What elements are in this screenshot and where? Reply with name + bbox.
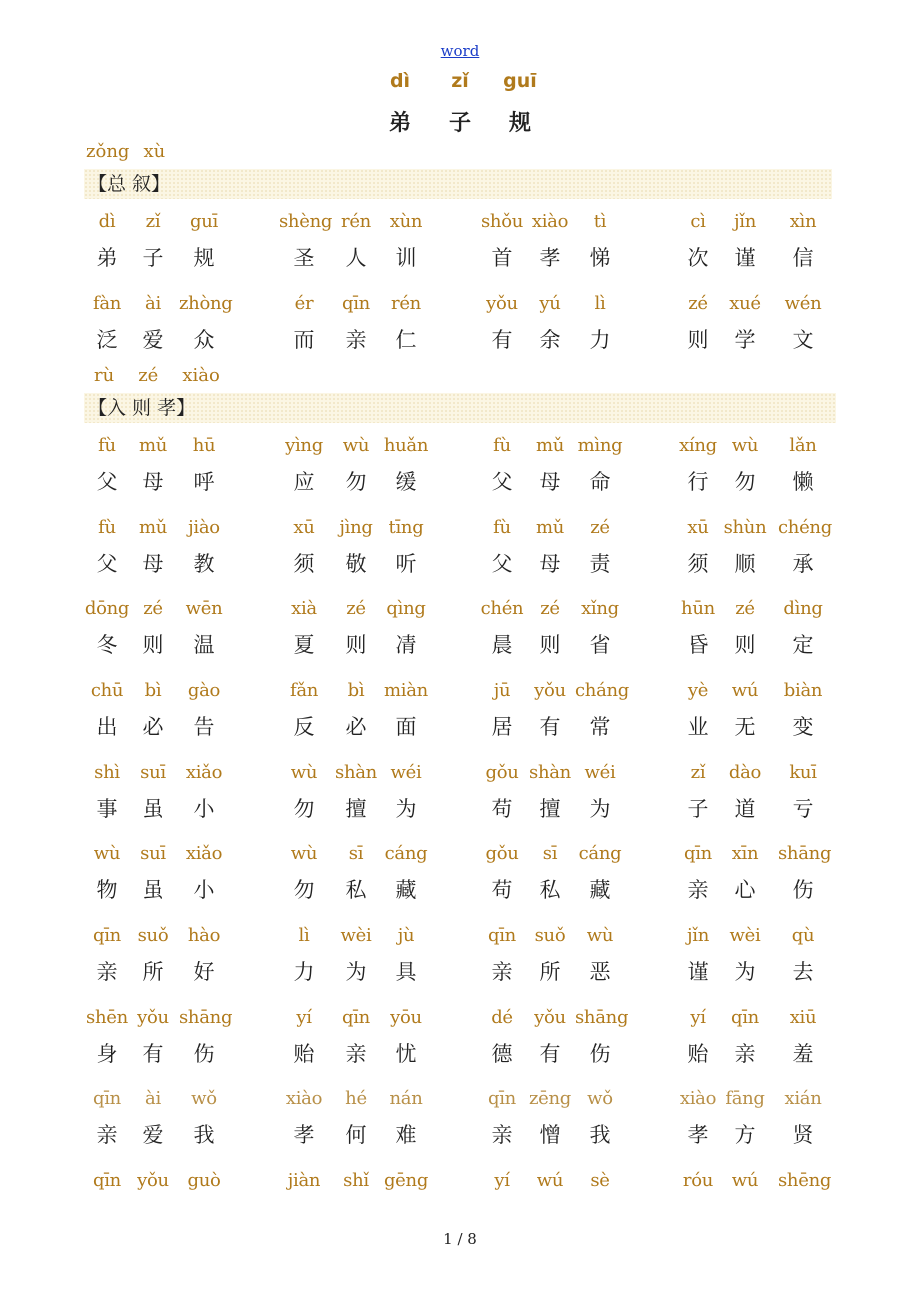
verse-pinyin: dōng [84, 598, 130, 619]
verse-hanzi: 私 [539, 878, 561, 902]
verse-pinyin: mìng [577, 435, 623, 456]
verse-hanzi: 责 [589, 552, 611, 576]
section-pinyin-word: xiào [182, 365, 220, 386]
verse-hanzi: 难 [395, 1123, 417, 1147]
verse-pinyin: dé [491, 1007, 513, 1028]
verse-hanzi: 父 [96, 470, 118, 494]
verse-pinyin: fù [493, 435, 511, 456]
verse-hanzi: 则 [142, 633, 164, 657]
verse-pinyin: yí [494, 1170, 510, 1191]
word-link[interactable]: word [440, 42, 480, 60]
verse-pinyin: guī [190, 211, 218, 232]
verse-pinyin: shùn [723, 517, 767, 538]
verse-pinyin: jǐn [686, 925, 710, 946]
verse-pinyin: qīn [93, 1088, 121, 1109]
verse-hanzi: 定 [792, 633, 814, 657]
verse-hanzi: 孝 [539, 246, 561, 270]
verse-hanzi: 为 [395, 797, 417, 821]
verse-hanzi: 父 [491, 470, 513, 494]
verse-pinyin: nán [389, 1088, 423, 1109]
verse-hanzi: 顺 [734, 552, 756, 576]
verse-hanzi: 冬 [96, 633, 118, 657]
verse-hanzi: 为 [589, 797, 611, 821]
verse-hanzi: 亲 [734, 1042, 756, 1066]
verse-pinyin: fù [98, 517, 116, 538]
verse-hanzi: 方 [734, 1123, 756, 1147]
verse-hanzi: 物 [96, 878, 118, 902]
verse-pinyin: wén [784, 293, 822, 314]
verse-hanzi: 子 [687, 797, 709, 821]
verse-pinyin: wù [342, 435, 370, 456]
verse-pinyin: ài [145, 293, 161, 314]
verse-pinyin: zé [688, 293, 708, 314]
verse-hanzi: 告 [193, 715, 215, 739]
verse-hanzi: 训 [395, 246, 417, 270]
section-pinyin-word: xù [143, 141, 166, 162]
verse-hanzi: 须 [687, 552, 709, 576]
verse-pinyin: wú [536, 1170, 564, 1191]
verse-hanzi: 孝 [293, 1123, 315, 1147]
verse-pinyin: suī [140, 762, 166, 783]
verse-pinyin: xiào [679, 1088, 717, 1109]
verse-hanzi: 圣 [293, 246, 315, 270]
verse-pinyin: fàn [92, 293, 122, 314]
verse-pinyin: shāng [575, 1007, 629, 1028]
verse-pinyin: xiū [789, 1007, 817, 1028]
verse-pinyin: hūn [681, 598, 715, 619]
verse-hanzi: 无 [734, 715, 756, 739]
verse-hanzi: 所 [142, 960, 164, 984]
verse-hanzi: 居 [491, 715, 513, 739]
verse-hanzi: 省 [589, 633, 611, 657]
verse-pinyin: yǒu [137, 1007, 169, 1028]
verse-pinyin: xià [291, 598, 317, 619]
verse-hanzi: 变 [792, 715, 814, 739]
verse-pinyin: rén [341, 211, 371, 232]
verse-pinyin: qīn [488, 925, 516, 946]
verse-pinyin: róu [682, 1170, 714, 1191]
verse-hanzi: 伤 [792, 878, 814, 902]
verse-pinyin: cì [690, 211, 706, 232]
verse-pinyin: shèng [279, 211, 333, 232]
verse-pinyin: wù [586, 925, 614, 946]
verse-hanzi: 母 [539, 470, 561, 494]
verse-hanzi: 懒 [792, 470, 814, 494]
verse-pinyin: shēn [86, 1007, 128, 1028]
verse-pinyin: tì [593, 211, 607, 232]
verse-pinyin: xiào [285, 1088, 323, 1109]
verse-pinyin: qīn [731, 1007, 759, 1028]
verse-pinyin: gēng [383, 1170, 429, 1191]
verse-pinyin: yǒu [534, 680, 566, 701]
verse-hanzi: 父 [491, 552, 513, 576]
verse-hanzi: 力 [293, 960, 315, 984]
verse-pinyin: xiǎo [185, 762, 223, 783]
verse-pinyin: xū [293, 517, 315, 538]
verse-hanzi: 反 [293, 715, 315, 739]
verse-hanzi: 小 [193, 797, 215, 821]
verse-hanzi: 德 [491, 1042, 513, 1066]
verse-hanzi: 常 [589, 715, 611, 739]
verse-hanzi: 为 [345, 960, 367, 984]
verse-pinyin: xū [687, 517, 709, 538]
verse-hanzi: 母 [142, 470, 164, 494]
verse-pinyin: shàn [529, 762, 571, 783]
verse-hanzi: 亲 [491, 1123, 513, 1147]
verse-pinyin: zé [540, 598, 560, 619]
verse-pinyin: lǎn [789, 435, 817, 456]
verse-pinyin: suī [140, 843, 166, 864]
verse-pinyin: qīn [93, 1170, 121, 1191]
verse-pinyin: gào [187, 680, 221, 701]
verse-hanzi: 私 [345, 878, 367, 902]
verse-pinyin: suǒ [137, 925, 169, 946]
verse-pinyin: huǎn [383, 435, 429, 456]
verse-hanzi: 虽 [142, 878, 164, 902]
verse-hanzi: 身 [96, 1042, 118, 1066]
verse-pinyin: yí [690, 1007, 706, 1028]
verse-pinyin: guò [187, 1170, 221, 1191]
verse-pinyin: zǐ [690, 762, 706, 783]
verse-pinyin: wù [290, 843, 318, 864]
verse-pinyin: wéi [584, 762, 616, 783]
verse-hanzi: 具 [395, 960, 417, 984]
verse-pinyin: jù [397, 925, 415, 946]
verse-hanzi: 藏 [589, 878, 611, 902]
verse-hanzi: 必 [345, 715, 367, 739]
title-hanzi-1: 弟 [388, 111, 411, 136]
verse-hanzi: 次 [687, 246, 709, 270]
verse-pinyin: zé [346, 598, 366, 619]
verse-pinyin: yè [687, 680, 709, 701]
verse-pinyin: qīn [342, 293, 370, 314]
verse-hanzi: 余 [539, 328, 561, 352]
verse-hanzi: 忧 [395, 1042, 417, 1066]
verse-pinyin: yǒu [486, 293, 518, 314]
verse-pinyin: xiào [531, 211, 569, 232]
verse-hanzi: 憎 [539, 1123, 561, 1147]
verse-pinyin: xīn [731, 843, 759, 864]
verse-pinyin: xùn [389, 211, 423, 232]
verse-pinyin: dìng [783, 598, 823, 619]
verse-hanzi: 苟 [491, 878, 513, 902]
verse-pinyin: wù [93, 843, 121, 864]
verse-pinyin: fāng [725, 1088, 765, 1109]
verse-pinyin: lì [298, 925, 310, 946]
verse-hanzi: 虽 [142, 797, 164, 821]
verse-hanzi: 业 [687, 715, 709, 739]
verse-pinyin: wǒ [587, 1088, 613, 1109]
verse-hanzi: 好 [193, 960, 215, 984]
verse-hanzi: 谨 [687, 960, 709, 984]
verse-pinyin: yú [539, 293, 561, 314]
verse-hanzi: 擅 [539, 797, 561, 821]
section-pinyin-word: zǒng [86, 141, 130, 162]
verse-hanzi: 则 [687, 328, 709, 352]
verse-pinyin: xiǎo [185, 843, 223, 864]
verse-hanzi: 小 [193, 878, 215, 902]
verse-pinyin: xué [729, 293, 761, 314]
verse-pinyin: cháng [575, 680, 630, 701]
verse-pinyin: shēng [778, 1170, 832, 1191]
section-pinyin-word: rù [94, 365, 115, 386]
verse-pinyin: wù [290, 762, 318, 783]
verse-hanzi: 泛 [96, 328, 118, 352]
verse-pinyin: jǐn [733, 211, 757, 232]
verse-hanzi: 则 [539, 633, 561, 657]
title-hanzi-2: 子 [448, 111, 471, 136]
verse-pinyin: fǎn [289, 680, 319, 701]
verse-pinyin: chén [480, 598, 524, 619]
verse-pinyin: wú [731, 1170, 759, 1191]
verse-hanzi: 命 [589, 470, 611, 494]
verse-hanzi: 凊 [395, 633, 417, 657]
verse-pinyin: dào [728, 762, 762, 783]
verse-pinyin: fù [493, 517, 511, 538]
verse-hanzi: 弟 [96, 246, 118, 270]
verse-hanzi: 母 [142, 552, 164, 576]
verse-pinyin: wǒ [191, 1088, 217, 1109]
verse-hanzi: 贤 [792, 1123, 814, 1147]
verse-pinyin: jiàn [287, 1170, 321, 1191]
title-pinyin-1: dì [389, 70, 411, 92]
verse-hanzi: 伤 [589, 1042, 611, 1066]
verse-pinyin: hào [187, 925, 221, 946]
verse-pinyin: qīn [684, 843, 712, 864]
verse-pinyin: kuī [789, 762, 817, 783]
verse-hanzi: 学 [734, 328, 756, 352]
verse-hanzi: 必 [142, 715, 164, 739]
verse-hanzi: 承 [792, 552, 814, 576]
verse-pinyin: yǒu [137, 1170, 169, 1191]
verse-pinyin: yìng [285, 435, 323, 456]
verse-hanzi: 则 [345, 633, 367, 657]
verse-hanzi: 听 [395, 552, 417, 576]
verse-hanzi: 应 [293, 470, 315, 494]
verse-hanzi: 文 [792, 328, 814, 352]
verse-pinyin: mǔ [138, 517, 168, 538]
verse-hanzi: 道 [734, 797, 756, 821]
verse-hanzi: 母 [539, 552, 561, 576]
verse-pinyin: zé [590, 517, 610, 538]
verse-pinyin: mǔ [535, 435, 565, 456]
verse-pinyin: yōu [390, 1007, 422, 1028]
verse-pinyin: shāng [778, 843, 832, 864]
verse-hanzi: 晨 [491, 633, 513, 657]
verse-pinyin: wú [731, 680, 759, 701]
verse-pinyin: chéng [778, 517, 832, 538]
verse-pinyin: dì [98, 211, 116, 232]
verse-hanzi: 勿 [734, 470, 756, 494]
verse-pinyin: bì [144, 680, 162, 701]
verse-pinyin: hū [192, 435, 216, 456]
verse-hanzi: 爱 [142, 328, 164, 352]
verse-pinyin: lì [594, 293, 606, 314]
verse-hanzi: 有 [539, 715, 561, 739]
verse-hanzi: 而 [293, 328, 315, 352]
verse-hanzi: 亏 [792, 797, 814, 821]
verse-pinyin: zé [735, 598, 755, 619]
verse-pinyin: shì [94, 762, 120, 783]
verse-pinyin: shǒu [480, 211, 524, 232]
verse-hanzi: 温 [193, 633, 215, 657]
verse-hanzi: 规 [193, 246, 215, 270]
section-heading-ruzexiao: 【入 则 孝】 [84, 393, 836, 423]
verse-pinyin: fù [98, 435, 116, 456]
verse-hanzi: 伤 [193, 1042, 215, 1066]
verse-pinyin: chū [90, 680, 124, 701]
verse-pinyin: gǒu [485, 762, 519, 783]
page-number: 1 / 8 [443, 1230, 477, 1248]
verse-pinyin: xián [784, 1088, 822, 1109]
verse-hanzi: 则 [734, 633, 756, 657]
verse-hanzi: 亲 [96, 960, 118, 984]
verse-hanzi: 我 [193, 1123, 215, 1147]
verse-hanzi: 呼 [193, 470, 215, 494]
verse-pinyin: qīn [488, 1088, 516, 1109]
verse-pinyin: ài [145, 1088, 161, 1109]
verse-hanzi: 亲 [345, 328, 367, 352]
verse-pinyin: miàn [384, 680, 428, 701]
verse-pinyin: sè [590, 1170, 610, 1191]
verse-hanzi: 勿 [293, 797, 315, 821]
verse-hanzi: 孝 [687, 1123, 709, 1147]
verse-hanzi: 须 [293, 552, 315, 576]
verse-hanzi: 子 [142, 246, 164, 270]
verse-hanzi: 亲 [491, 960, 513, 984]
verse-pinyin: shāng [179, 1007, 233, 1028]
verse-pinyin: rén [391, 293, 421, 314]
title-pinyin-3: guī [503, 70, 537, 92]
verse-hanzi: 仁 [395, 328, 417, 352]
verse-pinyin: tīng [388, 517, 424, 538]
verse-hanzi: 事 [96, 797, 118, 821]
verse-hanzi: 心 [734, 878, 756, 902]
verse-pinyin: gǒu [485, 843, 519, 864]
verse-pinyin: jiào [188, 517, 220, 538]
verse-hanzi: 敬 [345, 552, 367, 576]
verse-pinyin: wù [731, 435, 759, 456]
verse-hanzi: 勿 [345, 470, 367, 494]
verse-pinyin: biàn [783, 680, 823, 701]
verse-hanzi: 昏 [687, 633, 709, 657]
verse-pinyin: jū [493, 680, 511, 701]
verse-pinyin: xíng [679, 435, 717, 456]
verse-pinyin: qù [791, 925, 815, 946]
title-pinyin-2: zǐ [451, 70, 469, 92]
verse-hanzi: 所 [539, 960, 561, 984]
verse-pinyin: yí [296, 1007, 312, 1028]
verse-hanzi: 亲 [96, 1123, 118, 1147]
verse-hanzi: 勿 [293, 878, 315, 902]
verse-hanzi: 首 [491, 246, 513, 270]
verse-hanzi: 父 [96, 552, 118, 576]
verse-hanzi: 谨 [734, 246, 756, 270]
verse-pinyin: ér [294, 293, 314, 314]
verse-hanzi: 有 [491, 328, 513, 352]
verse-pinyin: cáng [384, 843, 428, 864]
verse-hanzi: 出 [96, 715, 118, 739]
verse-pinyin: xǐng [581, 598, 619, 619]
verse-pinyin: qīn [342, 1007, 370, 1028]
verse-pinyin: wēn [185, 598, 223, 619]
verse-pinyin: jìng [339, 517, 373, 538]
verse-hanzi: 悌 [589, 246, 611, 270]
verse-pinyin: zēng [528, 1088, 572, 1109]
verse-pinyin: bì [347, 680, 365, 701]
verse-pinyin: wèi [729, 925, 761, 946]
verse-hanzi: 有 [142, 1042, 164, 1066]
verse-hanzi: 行 [687, 470, 709, 494]
section-pinyin-word: zé [138, 365, 159, 386]
verse-pinyin: zǐ [145, 211, 161, 232]
section-heading-zongxu: 【总 叙】 [84, 169, 832, 199]
verse-hanzi: 信 [792, 246, 814, 270]
verse-pinyin: cáng [578, 843, 622, 864]
verse-hanzi: 力 [589, 328, 611, 352]
verse-pinyin: xìn [789, 211, 817, 232]
title-hanzi-3: 规 [508, 111, 531, 136]
verse-hanzi: 众 [193, 328, 215, 352]
verse-hanzi: 去 [792, 960, 814, 984]
verse-pinyin: sī [348, 843, 364, 864]
verse-pinyin: shàn [335, 762, 377, 783]
verse-hanzi: 人 [345, 246, 367, 270]
verse-hanzi: 亲 [345, 1042, 367, 1066]
verse-pinyin: zé [143, 598, 163, 619]
verse-hanzi: 苟 [491, 797, 513, 821]
verse-hanzi: 何 [345, 1123, 367, 1147]
verse-pinyin: hé [345, 1088, 367, 1109]
verse-pinyin: wèi [340, 925, 372, 946]
verse-hanzi: 教 [193, 552, 215, 576]
verse-pinyin: suǒ [534, 925, 566, 946]
verse-pinyin: yǒu [534, 1007, 566, 1028]
verse-hanzi: 藏 [395, 878, 417, 902]
verse-hanzi: 羞 [792, 1042, 814, 1066]
verse-hanzi: 贻 [293, 1042, 315, 1066]
verse-pinyin: shǐ [343, 1170, 369, 1191]
verse-pinyin: zhòng [179, 293, 233, 314]
verse-pinyin: qìng [386, 598, 426, 619]
verse-hanzi: 夏 [293, 633, 315, 657]
verse-hanzi: 我 [589, 1123, 611, 1147]
verse-pinyin: qīn [93, 925, 121, 946]
verse-hanzi: 缓 [395, 470, 417, 494]
verse-hanzi: 为 [734, 960, 756, 984]
verse-pinyin: wéi [390, 762, 422, 783]
verse-pinyin: sī [542, 843, 558, 864]
verse-hanzi: 恶 [589, 960, 611, 984]
verse-hanzi: 贻 [687, 1042, 709, 1066]
verse-pinyin: mǔ [138, 435, 168, 456]
verse-hanzi: 有 [539, 1042, 561, 1066]
verse-hanzi: 面 [395, 715, 417, 739]
verse-pinyin: mǔ [535, 517, 565, 538]
verse-hanzi: 擅 [345, 797, 367, 821]
verse-hanzi: 爱 [142, 1123, 164, 1147]
verse-hanzi: 亲 [687, 878, 709, 902]
